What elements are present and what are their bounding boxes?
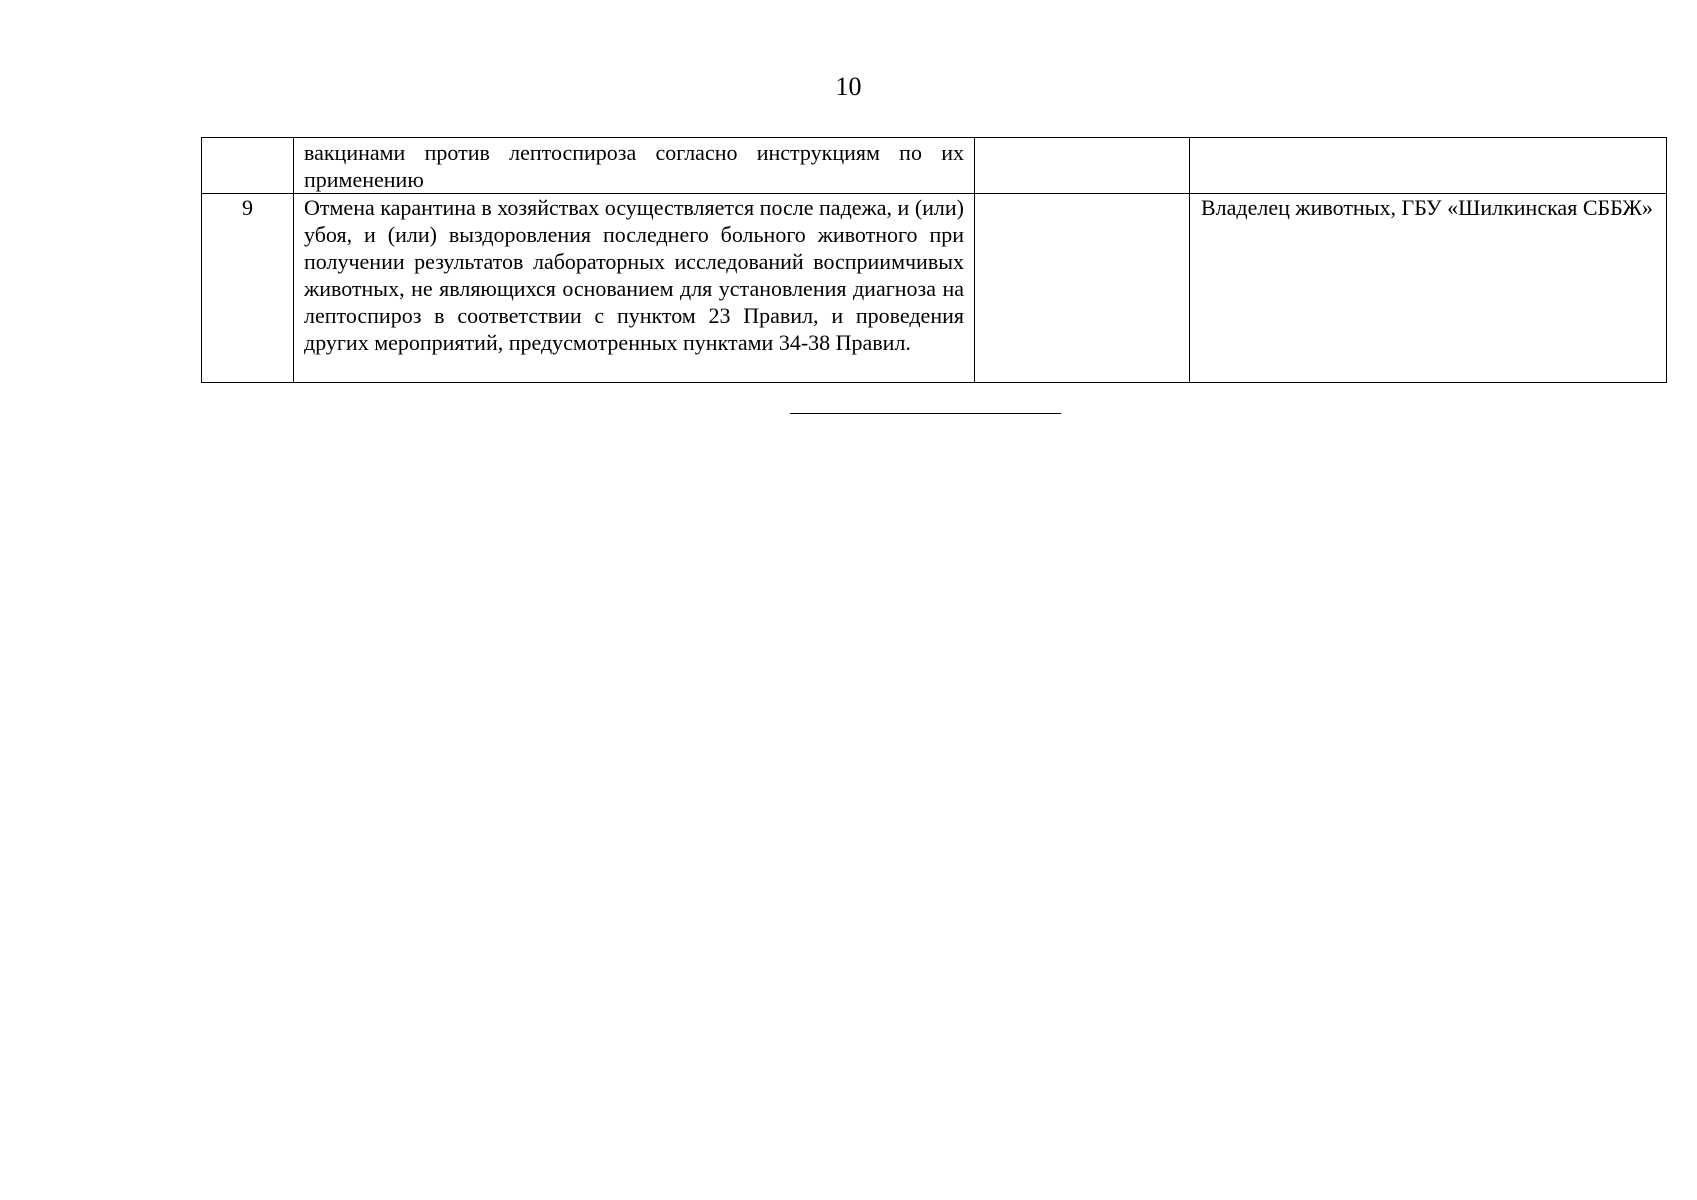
responsible-cell [1190, 138, 1667, 194]
measure-text-cell: Отмена карантина в хозяйствах осуществляется после падежа, и (или) убоя, и (или) выздоровления последнего больного животного при получении результатов лабораторных исследований восприимчивых животных, не являющихся основанием для установления диагноза на лептоспироз в соответствии с пунктом 23 Правил, и проведения других мероприятий, предусмотренных пунктами 34-38 Правил. [294, 194, 975, 383]
measures-table [201, 137, 1667, 383]
page-number: 10 [835, 72, 862, 101]
deadline-cell [975, 138, 1190, 194]
end-of-document-rule [790, 413, 1061, 414]
row-number-cell [202, 138, 294, 194]
deadline-cell [975, 194, 1190, 383]
responsible-cell: Владелец животных, ГБУ «Шилкинская СББЖ» [1190, 194, 1667, 383]
row-number-cell: 9 [202, 194, 294, 383]
measure-text-cell: вакцинами против лептоспироза согласно инструкциям по их применению [294, 138, 975, 194]
table-row [202, 138, 1667, 194]
table-row [202, 194, 1667, 383]
